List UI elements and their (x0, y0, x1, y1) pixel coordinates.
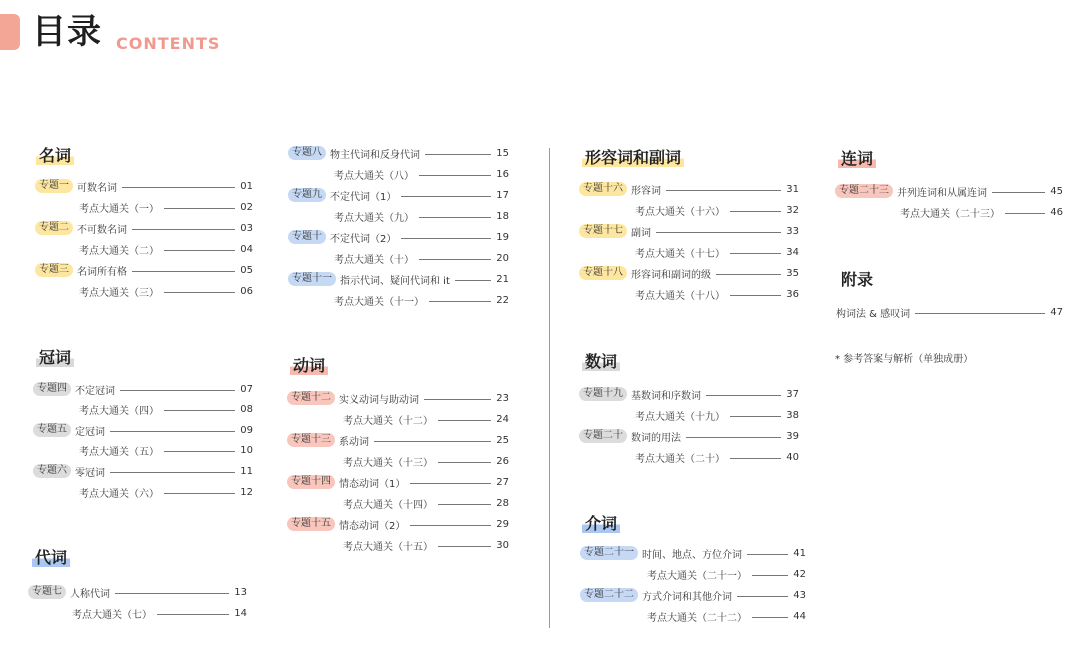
topic-badge: 专题十四 (287, 475, 335, 489)
page-number: 29 (496, 518, 509, 530)
leader-line (419, 175, 491, 176)
page-number: 41 (793, 547, 806, 559)
toc-row[interactable] (287, 390, 509, 406)
review-title: 考点大通关（二十三） (900, 208, 1000, 220)
review-title: 考点大通关（十二） (343, 415, 433, 427)
leader-line (455, 280, 491, 281)
topic-badge: 专题九 (288, 188, 326, 202)
topic-badge: 专题八 (288, 146, 326, 160)
page-number: 10 (240, 445, 253, 457)
section-heading-article: 冠词 (36, 348, 74, 368)
page-number: 26 (496, 455, 509, 467)
leader-line (656, 232, 781, 233)
review-title: 考点大通关（六） (79, 488, 159, 500)
leader-line (132, 271, 235, 272)
leader-line (164, 410, 235, 411)
leader-line (419, 259, 491, 260)
page-number: 42 (793, 568, 806, 580)
toc-row[interactable] (579, 181, 799, 197)
leader-line (730, 458, 781, 459)
leader-line (164, 208, 235, 209)
topic-badge: 专题二十 (579, 429, 627, 443)
leader-line (666, 190, 781, 191)
topic-badge: 专题一 (35, 179, 73, 193)
review-title: 考点大通关（十） (334, 254, 414, 266)
topic-title: 不定代词（1） (330, 191, 397, 203)
leader-line (374, 441, 491, 442)
leader-line (737, 596, 788, 597)
page-number: 04 (240, 243, 253, 255)
topic-title: 情态动词（1） (339, 478, 406, 490)
topic-title: 物主代词和反身代词 (330, 149, 420, 161)
leader-line (164, 493, 235, 494)
review-title: 考点大通关（三） (79, 287, 159, 299)
review-title: 考点大通关（七） (72, 609, 152, 621)
topic-badge: 专题三 (35, 263, 73, 277)
leader-line (752, 617, 788, 618)
page-number: 18 (496, 210, 509, 222)
leader-line (438, 546, 491, 547)
toc-row[interactable] (579, 202, 799, 218)
toc-row[interactable] (288, 292, 509, 308)
toc-row[interactable] (288, 229, 509, 245)
leader-line (115, 593, 229, 594)
toc-row[interactable] (580, 587, 806, 603)
leader-line (438, 420, 491, 421)
toc-row[interactable] (35, 262, 253, 278)
page-number: 16 (496, 168, 509, 180)
page-number: 02 (240, 201, 253, 213)
toc-row[interactable] (35, 178, 253, 194)
section-heading-noun: 名词 (36, 146, 74, 166)
page-number: 24 (496, 413, 509, 425)
topic-title: 不可数名词 (77, 224, 127, 236)
column-divider (549, 148, 550, 628)
page-number: 22 (496, 294, 509, 306)
toc-row[interactable] (33, 402, 253, 418)
page-number: 36 (786, 288, 799, 300)
toc-row[interactable] (580, 608, 806, 624)
page-number: 17 (496, 189, 509, 201)
leader-line (122, 187, 235, 188)
toc-row[interactable] (580, 545, 806, 561)
toc-row[interactable] (288, 166, 509, 182)
toc-row[interactable] (35, 220, 253, 236)
topic-title: 形容词 (631, 185, 661, 197)
leader-line (438, 504, 491, 505)
toc-row[interactable] (287, 537, 509, 553)
review-title: 考点大通关（十六） (635, 206, 725, 218)
toc-row[interactable] (28, 584, 247, 600)
toc-row[interactable] (836, 304, 1063, 320)
toc-row[interactable] (579, 386, 799, 402)
toc-row[interactable] (579, 286, 799, 302)
leader-line (716, 274, 781, 275)
page-number: 32 (786, 204, 799, 216)
header-accent-bar (0, 14, 20, 50)
topic-badge: 专题六 (33, 464, 71, 478)
leader-line (110, 472, 235, 473)
section-heading-numeral: 数词 (582, 352, 620, 372)
toc-row[interactable] (287, 495, 509, 511)
leader-line (132, 229, 235, 230)
leader-line (915, 313, 1045, 314)
review-title: 考点大通关（十七） (635, 248, 725, 260)
leader-line (752, 575, 788, 576)
leader-line (425, 154, 491, 155)
toc-row[interactable] (287, 474, 509, 490)
leader-line (401, 196, 491, 197)
review-title: 构词法 & 感叹词 (836, 308, 911, 320)
review-title: 考点大通关（一） (79, 203, 159, 215)
topic-badge: 专题二十二 (580, 588, 638, 602)
leader-line (164, 250, 235, 251)
leader-line (747, 554, 788, 555)
page-title: 目录 (32, 12, 102, 52)
page-number: 44 (793, 610, 806, 622)
leader-line (686, 437, 781, 438)
page-subtitle: CONTENTS (116, 34, 221, 53)
page-number: 06 (240, 285, 253, 297)
topic-title: 情态动词（2） (339, 520, 406, 532)
topic-title: 数词的用法 (631, 432, 681, 444)
page-number: 08 (240, 404, 253, 416)
toc-row[interactable] (33, 463, 253, 479)
leader-line (419, 217, 491, 218)
toc-row[interactable] (288, 250, 509, 266)
topic-title: 指示代词、疑问代词和 it (340, 275, 450, 287)
leader-line (730, 295, 781, 296)
toc-row[interactable] (35, 283, 253, 299)
toc-row[interactable] (579, 449, 799, 465)
review-title: 考点大通关（五） (79, 447, 159, 459)
topic-badge: 专题五 (33, 423, 71, 437)
leader-line (410, 525, 491, 526)
leader-line (706, 395, 781, 396)
page-number: 43 (793, 589, 806, 601)
page-number: 25 (496, 434, 509, 446)
review-title: 考点大通关（二） (79, 245, 159, 257)
page-number: 30 (496, 539, 509, 551)
topic-badge: 专题四 (33, 382, 71, 396)
toc-row[interactable] (287, 453, 509, 469)
leader-line (1005, 213, 1045, 214)
leader-line (164, 292, 235, 293)
page-number: 45 (1050, 185, 1063, 197)
leader-line (110, 431, 235, 432)
topic-badge: 专题十七 (579, 224, 627, 238)
review-title: 考点大通关（十四） (343, 499, 433, 511)
page-number: 31 (786, 183, 799, 195)
topic-title: 定冠词 (75, 426, 105, 438)
page-number: 19 (496, 231, 509, 243)
section-heading-appendix: 附录 (841, 270, 874, 289)
page-number: 03 (240, 222, 253, 234)
toc-row[interactable] (33, 443, 253, 459)
review-title: 考点大通关（八） (334, 170, 414, 182)
page-number: 07 (240, 383, 253, 395)
review-title: 考点大通关（二十） (635, 453, 725, 465)
toc-row[interactable] (579, 244, 799, 260)
page-number: 23 (496, 392, 509, 404)
review-title: 考点大通关（十五） (343, 541, 433, 553)
topic-title: 系动词 (339, 436, 369, 448)
topic-title: 副词 (631, 227, 651, 239)
page-number: 05 (240, 264, 253, 276)
page-number: 28 (496, 497, 509, 509)
page-number: 15 (496, 147, 509, 159)
review-title: 考点大通关（九） (334, 212, 414, 224)
topic-title: 人称代词 (70, 588, 110, 600)
topic-title: 可数名词 (77, 182, 117, 194)
topic-badge: 专题十八 (579, 266, 627, 280)
toc-row[interactable] (288, 187, 509, 203)
toc-row[interactable] (580, 566, 806, 582)
toc-row[interactable] (579, 265, 799, 281)
leader-line (164, 451, 235, 452)
topic-title: 基数词和序数词 (631, 390, 701, 402)
topic-title: 时间、地点、方位介词 (642, 549, 742, 561)
toc-row[interactable] (33, 484, 253, 500)
toc-row[interactable] (288, 208, 509, 224)
topic-badge: 专题二 (35, 221, 73, 235)
leader-line (438, 462, 491, 463)
toc-row[interactable] (579, 407, 799, 423)
toc-row[interactable] (35, 241, 253, 257)
page-number: 39 (786, 430, 799, 442)
topic-title: 不定代词（2） (330, 233, 397, 245)
page-number: 34 (786, 246, 799, 258)
page-number: 09 (240, 424, 253, 436)
leader-line (429, 301, 491, 302)
page-number: 11 (240, 465, 253, 477)
review-title: 考点大通关（二十一） (647, 570, 747, 582)
section-heading-pronoun: 代词 (32, 548, 70, 568)
topic-title: 实义动词与助动词 (339, 394, 419, 406)
page-number: 38 (786, 409, 799, 421)
leader-line (992, 192, 1045, 193)
page-number: 13 (234, 586, 247, 598)
toc-row[interactable] (579, 428, 799, 444)
leader-line (730, 211, 781, 212)
page-number: 21 (496, 273, 509, 285)
page-number: 14 (234, 607, 247, 619)
leader-line (120, 390, 235, 391)
topic-badge: 专题十一 (288, 272, 336, 286)
leader-line (410, 483, 491, 484)
leader-line (730, 253, 781, 254)
review-title: 考点大通关（二十二） (647, 612, 747, 624)
toc-row[interactable] (33, 381, 253, 397)
topic-badge: 专题二十三 (835, 184, 893, 198)
topic-badge: 专题十二 (287, 391, 335, 405)
toc-row[interactable] (835, 204, 1063, 220)
topic-badge: 专题十三 (287, 433, 335, 447)
section-heading-adjadv: 形容词和副词 (582, 148, 684, 168)
page-number: 46 (1050, 206, 1063, 218)
topic-badge: 专题二十一 (580, 546, 638, 560)
toc-row[interactable] (835, 183, 1063, 199)
toc-row[interactable] (287, 516, 509, 532)
page-number: 27 (496, 476, 509, 488)
page-number: 47 (1050, 306, 1063, 318)
review-title: 考点大通关（四） (79, 406, 159, 418)
page-number: 33 (786, 225, 799, 237)
page-number: 40 (786, 451, 799, 463)
review-title: 考点大通关（十九） (635, 411, 725, 423)
topic-title: 不定冠词 (75, 385, 115, 397)
topic-title: 方式介词和其他介词 (642, 591, 732, 603)
topic-title: 形容词和副词的级 (631, 269, 711, 281)
toc-row[interactable] (288, 271, 509, 287)
page-number: 20 (496, 252, 509, 264)
answer-note: * 参考答案与解析（单独成册） (835, 354, 974, 365)
page-number: 35 (786, 267, 799, 279)
review-title: 考点大通关（十一） (334, 296, 424, 308)
topic-badge: 专题七 (28, 585, 66, 599)
section-heading-prep: 介词 (582, 514, 620, 534)
topic-title: 零冠词 (75, 467, 105, 479)
topic-title: 并列连词和从属连词 (897, 187, 987, 199)
section-heading-verb: 动词 (290, 356, 328, 376)
topic-badge: 专题十六 (579, 182, 627, 196)
topic-badge: 专题十五 (287, 517, 335, 531)
toc-row[interactable] (287, 432, 509, 448)
section-heading-conj: 连词 (838, 149, 876, 169)
leader-line (157, 614, 229, 615)
toc-row[interactable] (287, 411, 509, 427)
topic-badge: 专题十九 (579, 387, 627, 401)
toc-row[interactable] (33, 422, 253, 438)
page-number: 12 (240, 486, 253, 498)
toc-row[interactable] (35, 199, 253, 215)
toc-row[interactable] (288, 145, 509, 161)
toc-row[interactable] (579, 223, 799, 239)
review-title: 考点大通关（十三） (343, 457, 433, 469)
review-title: 考点大通关（十八） (635, 290, 725, 302)
leader-line (424, 399, 491, 400)
page-number: 37 (786, 388, 799, 400)
leader-line (730, 416, 781, 417)
leader-line (401, 238, 491, 239)
page-number: 01 (240, 180, 253, 192)
toc-row[interactable] (28, 605, 247, 621)
topic-title: 名词所有格 (77, 266, 127, 278)
topic-badge: 专题十 (288, 230, 326, 244)
